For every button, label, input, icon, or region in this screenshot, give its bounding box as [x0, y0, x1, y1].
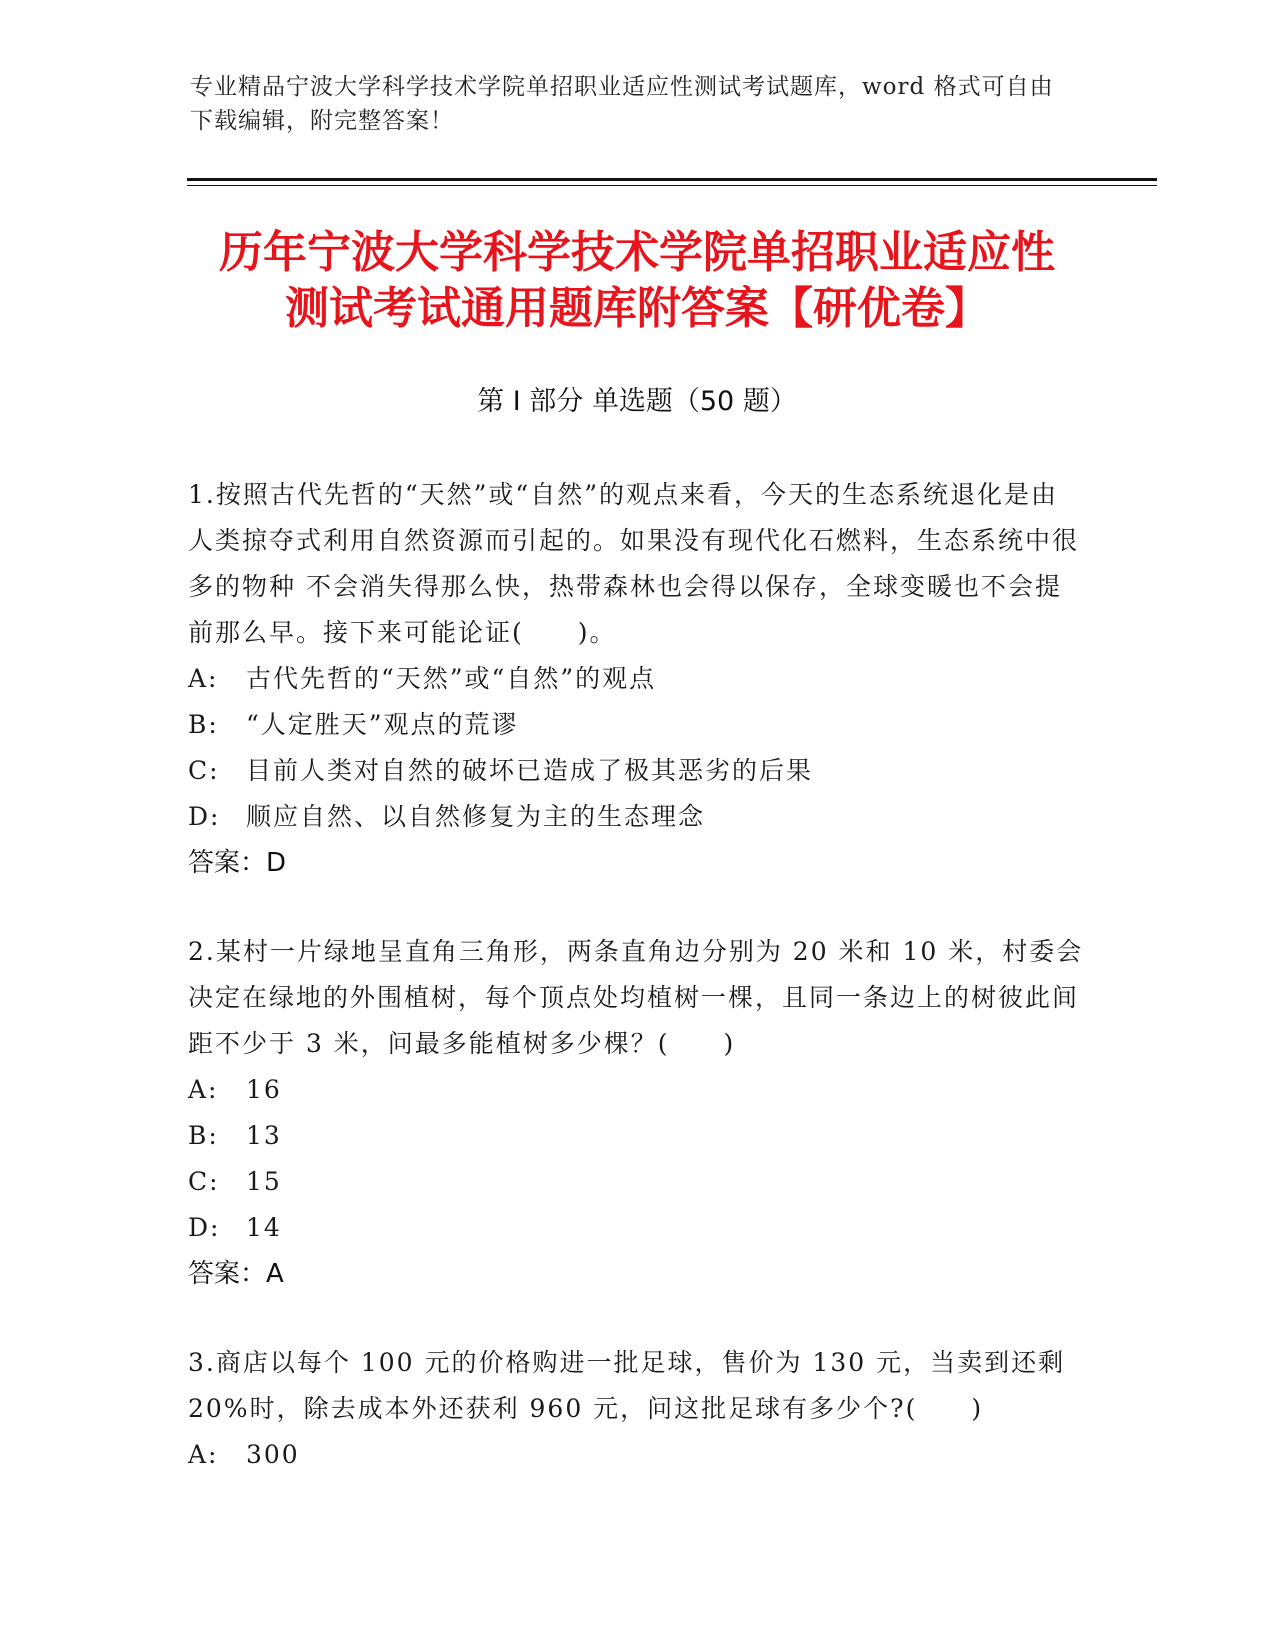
- header-rule-thin: [187, 185, 1157, 186]
- question-stem: 1.按照古代先哲的“天然”或“自然”的观点来看，今天的生态系统退化是由 人类掠夺式利用自然资源而引起的。如果没有现代化石燃料，生态系统中很多的物种 不会消失得那么快，热带森林也会得以保存，全球变暖也不会提前那么早。接下来可能论证( )。: [188, 480, 1080, 647]
- header-rule-thick: [187, 178, 1157, 181]
- option-b: [188, 1113, 1088, 1159]
- option-text: 14: [246, 1213, 282, 1242]
- option-text: 15: [246, 1167, 282, 1196]
- option-letter: C:: [188, 1167, 220, 1196]
- option-letter: A:: [188, 1440, 219, 1469]
- option-text: 顺应自然、以自然修复为主的生态理念: [246, 802, 706, 831]
- option-letter: B:: [188, 1121, 219, 1150]
- option-c: [188, 748, 1088, 794]
- document-title: [187, 225, 1087, 337]
- option-text: 16: [246, 1075, 282, 1104]
- option-text: 13: [246, 1121, 282, 1150]
- option-d: [188, 794, 1088, 840]
- option-text: “人定胜天”观点的荒谬: [246, 710, 519, 739]
- option-text: 目前人类对自然的破坏已造成了极其恶劣的后果: [246, 756, 814, 785]
- option-letter: D:: [188, 802, 221, 831]
- title-line-1: 历年宁波大学科学技术学院单招职业适应性: [219, 227, 1055, 278]
- option-letter: C:: [188, 756, 220, 785]
- question-list: [188, 472, 1088, 1478]
- option-a: [188, 1432, 1088, 1478]
- option-b: [188, 702, 1088, 748]
- question-stem: 3.商店以每个 100 元的价格购进一批足球，售价为 130 元，当卖到还剩 20%时，除去成本外还获利 960 元，问这批足球有多少个?( ): [188, 1348, 1066, 1423]
- option-a: [188, 656, 1088, 702]
- option-letter: B:: [188, 710, 219, 739]
- header-note: 专业精品宁波大学科学技术学院单招职业适应性测试考试题库，word 格式可自由下载编辑，附完整答案！: [190, 74, 1054, 134]
- option-letter: D:: [188, 1213, 221, 1242]
- option-d: [188, 1205, 1088, 1251]
- option-letter: A:: [188, 664, 219, 693]
- option-text: 古代先哲的“天然”或“自然”的观点: [246, 664, 657, 693]
- question-2: [188, 929, 1088, 1297]
- option-a: [188, 1067, 1088, 1113]
- question-3: [188, 1340, 1088, 1478]
- option-text: 300: [246, 1440, 300, 1469]
- question-1: [188, 472, 1088, 886]
- question-spacer: [188, 886, 1088, 929]
- option-letter: A:: [188, 1075, 219, 1104]
- option-c: [188, 1159, 1088, 1205]
- answer-line: 答案：A: [188, 1259, 284, 1289]
- section-heading: 第 I 部分 单选题（50 题）: [477, 386, 797, 417]
- answer-line: 答案：D: [188, 848, 287, 878]
- question-spacer: [188, 1297, 1088, 1340]
- question-stem: 2.某村一片绿地呈直角三角形，两条直角边分别为 20 米和 10 米，村委会决定在绿地的外围植树，每个顶点处均植树一棵，且同一条边上的树彼此间距不少于 3 米，问最多能植树多少棵？( ): [188, 937, 1084, 1058]
- title-line-2: 测试考试通用题库附答案【研优卷】: [285, 283, 989, 334]
